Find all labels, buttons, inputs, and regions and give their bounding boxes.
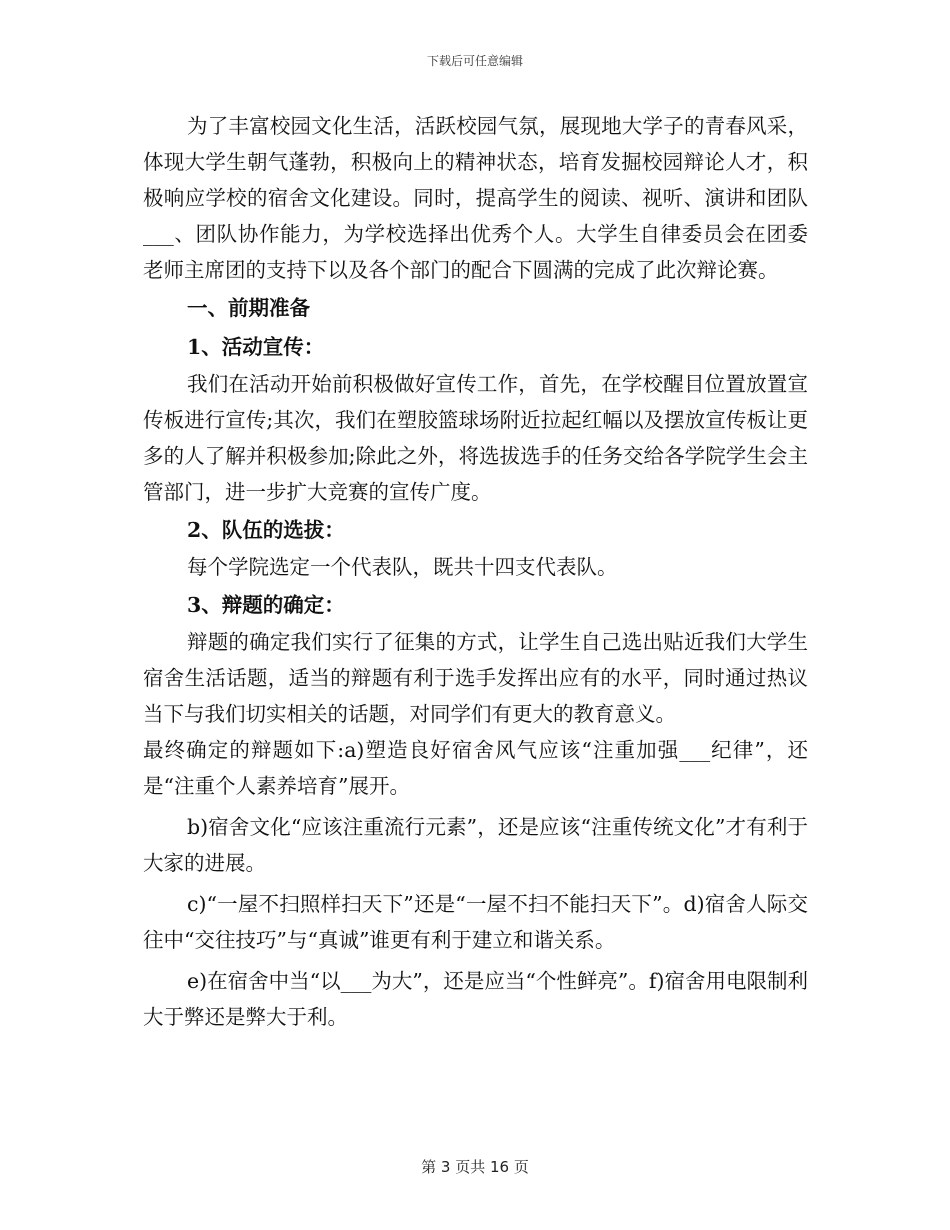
page-header: 下载后可任意编辑 [426,54,523,68]
section-heading-preparation: 一、前期准备 [187,296,310,320]
topic-b-paragraph: b)宿舍文化“应该注重流行元素”，还是应该“注重传统文化”才有利于大家的进展。 [143,815,808,875]
topic-list-paragraph: 最终确定的辩题如下:a)塑造良好宿舍风气应该“注重加强___纪律”，还是“注重个人素养培育”展开。 [143,738,808,798]
topic-c-d-paragraph: c)“一屋不扫照样扫天下”还是“一屋不扫不能扫天下”。d)宿舍人际交往中“交往技巧”与“真诚”谁更有利于建立和谐关系。 [143,892,808,952]
subheading-topic-selection: 3、辩题的确定： [187,593,345,617]
promotion-paragraph: 我们在活动开始前积极做好宣传工作，首先，在学校醒目位置放置宣传板进行宣传;其次，我们在塑胶篮球场附近拉起红幅以及摆放宣传板让更多的人了解并积极参加;除此之外，将选拔选手的任务交给各学院学生会主管部门，进一步扩大竞赛的宣传广度。 [143,372,808,504]
topic-e-f-paragraph: e)在宿舍中当“以___为大”，还是应当“个性鲜亮”。f)宿舍用电限制利大于弊还是弊大于利。 [143,969,808,1029]
intro-paragraph: 为了丰富校园文化生活，活跃校园气氛，展现地大学子的青春风采，体现大学生朝气蓬勃，积极向上的精神状态，培育发掘校园辩论人才，积极响应学校的宿舍文化建设。同时，提高学生的阅读、视听、演讲和团队___、团队协作能力，为学校选择出优秀个人。大学生自律委员会在团委老师主席团的支持下以及各个部门的配合下圆满的完成了此次辩论赛。 [143,114,808,282]
team-selection-paragraph: 每个学院选定一个代表队，既共十四支代表队。 [187,555,618,579]
topic-selection-paragraph: 辩题的确定我们实行了征集的方式，让学生自己选出贴近我们大学生宿舍生活话题，适当的辩题有利于选手发挥出应有的水平，同时通过热议当下与我们切实相关的话题，对同学们有更大的教育意义。 [143,630,808,726]
subheading-promotion: 1、活动宣传： [187,335,325,359]
page-number: 第 3 页共 16 页 [421,1158,529,1176]
subheading-team-selection: 2、队伍的选拔： [187,518,345,542]
document-body [143,108,808,1035]
